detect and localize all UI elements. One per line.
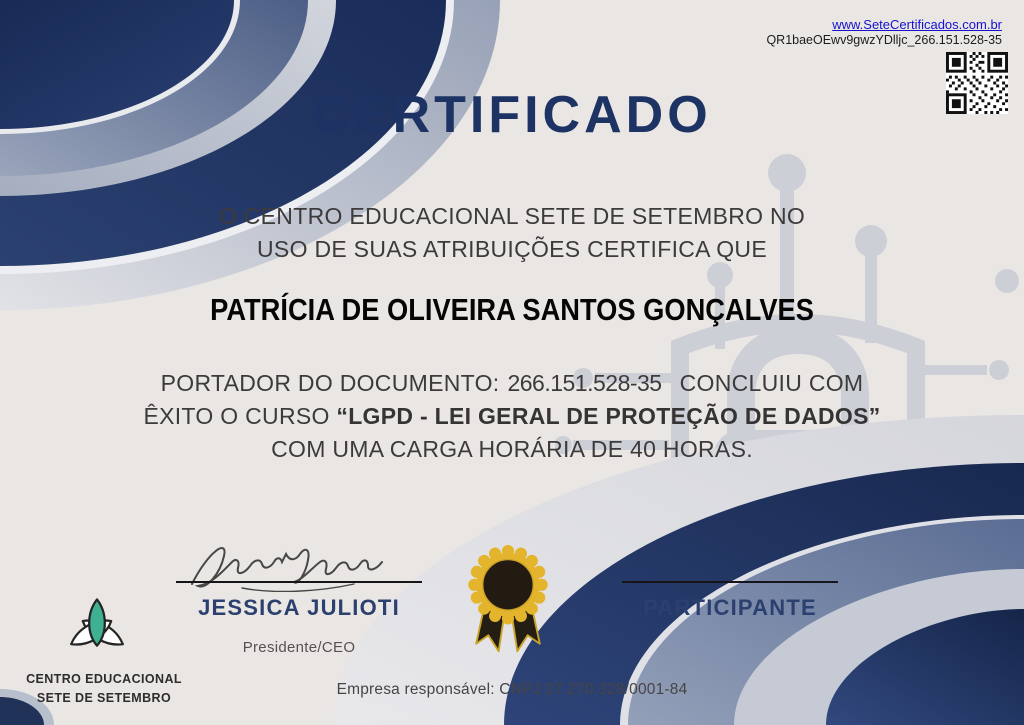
signer-name: JESSICA JULIOTI — [198, 595, 400, 620]
participant-label: PARTICIPANTE — [643, 595, 817, 620]
logo-name-line-1: CENTRO EDUCACIONAL — [26, 672, 182, 686]
website-link[interactable]: www.SeteCertificados.com.br — [832, 17, 1002, 32]
signer-role: Presidente/CEO — [242, 639, 356, 656]
document-number: 266.151.528-35 — [507, 370, 662, 396]
participant-line — [622, 581, 838, 583]
signature-line — [176, 581, 422, 583]
award-medal-icon — [461, 538, 555, 654]
course-title: “LGPD - LEI GERAL DE PROTEÇÃO DE DADOS” — [336, 403, 881, 429]
body-line-3: COM UMA CARGA HORÁRIA DE 40 HORAS. — [271, 436, 753, 462]
intro-line-1: O CENTRO EDUCACIONAL SETE DE SETEMBRO NO — [218, 203, 806, 229]
qr-code-id-text: QR1baeOEwv9gwzYDlljc_266.151.528-35 — [766, 33, 1002, 47]
body-line-1 — [0, 370, 1024, 397]
triquetra-knot-icon — [52, 592, 142, 674]
intro-text — [0, 200, 1024, 266]
certificate-title: CERTIFICADO — [312, 86, 712, 144]
corner-swoosh-top-left — [0, 0, 520, 320]
handwritten-signature — [178, 534, 418, 592]
company-cnpj: Empresa responsável: CNPJ 27.270.328/0001-84 — [336, 681, 688, 698]
intro-line-2: USO DE SUAS ATRIBUIÇÕES CERTIFICA QUE — [257, 236, 767, 262]
logo-name-line-2: SETE DE SETEMBRO — [36, 691, 172, 705]
body-line-2 — [0, 403, 1024, 430]
concluiu-text: CONCLUIU COM — [679, 370, 864, 396]
recipient-name: PATRÍCIA DE OLIVEIRA SANTOS GONÇALVES — [210, 292, 814, 327]
exito-prefix: ÊXITO O CURSO — [143, 403, 330, 429]
portador-label: PORTADOR DO DOCUMENTO: — [160, 370, 500, 396]
